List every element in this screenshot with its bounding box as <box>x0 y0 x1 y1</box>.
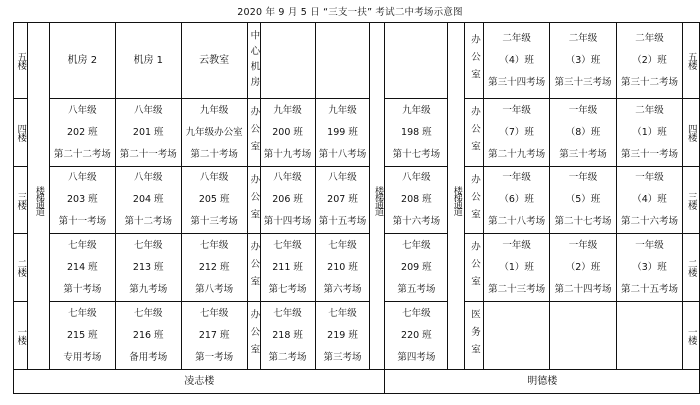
exam-room: 八年级 201 班 第二十一考场 <box>115 99 181 167</box>
exam-room: 七年级 210 班 第六考场 <box>315 234 370 302</box>
stairs-cell-mid <box>370 99 385 167</box>
stairs-cell-left <box>27 234 49 302</box>
stairs-cell-right <box>448 99 465 167</box>
stairs-cell-mid <box>370 302 385 370</box>
exam-room: 九年级 九年级办公室 第二十考场 <box>181 99 247 167</box>
stairs-cell-mid <box>370 234 385 302</box>
exam-room: 八年级 203 班 第十一考场 <box>49 167 115 234</box>
exam-room: 二年级 （3）班 第三十三考场 <box>550 23 617 99</box>
exam-room: 一年级 （1）班 第二十三考场 <box>484 234 550 302</box>
exam-room: 七年级 219 班 第三考场 <box>315 302 370 370</box>
stairs-cell-mid <box>370 23 385 99</box>
room-computer-1: 机房 1 <box>115 23 181 99</box>
stairs-cell-left <box>27 23 49 99</box>
exam-room: 九年级 199 班 第十八考场 <box>315 99 370 167</box>
exam-room: 二年级 （2）班 第三十二考场 <box>617 23 683 99</box>
floor-label-5-right: 五楼 <box>682 23 699 99</box>
stairs-passage-left: 楼梯通道 <box>27 167 49 234</box>
floor-label-4-left: 四楼 <box>14 99 28 167</box>
stairs-cell-left <box>27 99 49 167</box>
empty-room <box>484 302 550 370</box>
building-name-row <box>14 370 700 394</box>
floor-label-5-left: 五楼 <box>14 23 28 99</box>
stairs-cell-left <box>27 302 49 370</box>
floor-label-1-left: 一楼 <box>14 302 28 370</box>
exam-room: 七年级 214 班 第十考场 <box>49 234 115 302</box>
exam-room: 七年级 220 班 第四考场 <box>385 302 448 370</box>
stairs-passage-right: 楼梯通道 <box>448 167 465 234</box>
exam-room: 一年级 （6）班 第二十八考场 <box>484 167 550 234</box>
exam-room: 八年级 207 班 第十五考场 <box>315 167 370 234</box>
exam-room: 二年级 （4）班 第三十四考场 <box>484 23 550 99</box>
exam-room: 八年级 206 班 第十四考场 <box>260 167 315 234</box>
stairs-cell-right <box>448 23 465 99</box>
exam-room: 七年级 215 班 专用考场 <box>49 302 115 370</box>
office-room: 办公室 <box>247 302 260 370</box>
exam-room: 九年级 198 班 第十七考场 <box>385 99 448 167</box>
exam-room: 七年级 213 班 第九考场 <box>115 234 181 302</box>
stairs-cell-right <box>448 302 465 370</box>
mingde-side-room-3: 办公室 <box>465 167 484 234</box>
exam-room: 一年级 （5）班 第二十七考场 <box>550 167 617 234</box>
floor-label-3-left: 三楼 <box>14 167 28 234</box>
empty-room <box>550 302 617 370</box>
mingde-medical-room: 医务室 <box>465 302 484 370</box>
page-title: 2020 年 9 月 5 日 “三支一扶” 考试二中考场示意图 <box>237 7 463 18</box>
building-name-mingde: 明德楼 <box>385 370 700 394</box>
room-cloud-classroom: 云教室 <box>181 23 247 99</box>
exam-room: 八年级 205 班 第十三考场 <box>181 167 247 234</box>
exam-room: 八年级 204 班 第十二考场 <box>115 167 181 234</box>
stairs-cell-right <box>448 234 465 302</box>
room-central-computer: 中心机房 <box>247 23 260 99</box>
building-name-lingzhi: 凌志楼 <box>14 370 385 394</box>
office-room: 办公室 <box>247 99 260 167</box>
empty-room <box>315 23 370 99</box>
floor-label-1-right: 一楼 <box>682 302 699 370</box>
room-computer-2: 机房 2 <box>49 23 115 99</box>
stairs-passage-mid: 楼梯通道 <box>370 167 385 234</box>
exam-room: 二年级 （1）班 第三十一考场 <box>617 99 683 167</box>
floor-label-4-right: 四楼 <box>682 99 699 167</box>
empty-room <box>260 23 315 99</box>
floor-5-row <box>14 23 700 99</box>
exam-room: 一年级 （4）班 第二十六考场 <box>617 167 683 234</box>
exam-room: 一年级 （2）班 第二十四考场 <box>550 234 617 302</box>
exam-room: 七年级 216 班 备用考场 <box>115 302 181 370</box>
exam-room: 一年级 （8）班 第三十考场 <box>550 99 617 167</box>
floor-label-2-right: 二楼 <box>682 234 699 302</box>
floor-label-2-left: 二楼 <box>14 234 28 302</box>
floor-2-row <box>14 234 700 302</box>
exam-room: 七年级 211 班 第七考场 <box>260 234 315 302</box>
exam-room: 七年级 217 班 第一考场 <box>181 302 247 370</box>
exam-room: 七年级 209 班 第五考场 <box>385 234 448 302</box>
exam-room: 七年级 218 班 第二考场 <box>260 302 315 370</box>
mingde-side-room-5: 办公室 <box>465 23 484 99</box>
exam-room: 九年级 200 班 第十九考场 <box>260 99 315 167</box>
office-room: 办公室 <box>247 234 260 302</box>
exam-room: 八年级 208 班 第十六考场 <box>385 167 448 234</box>
exam-room: 七年级 212 班 第八考场 <box>181 234 247 302</box>
floor-3-row <box>14 167 700 234</box>
mingde-side-room-4: 办公室 <box>465 99 484 167</box>
exam-room: 一年级 （3）班 第二十五考场 <box>617 234 683 302</box>
exam-room: 一年级 （7）班 第二十九考场 <box>484 99 550 167</box>
exam-room-plan-table <box>13 22 700 394</box>
mingde-side-room-2: 办公室 <box>465 234 484 302</box>
floor-label-3-right: 三楼 <box>682 167 699 234</box>
floor-4-row <box>14 99 700 167</box>
empty-room <box>617 302 683 370</box>
office-room: 办公室 <box>247 167 260 234</box>
exam-room: 八年级 202 班 第二十二考场 <box>49 99 115 167</box>
empty-room <box>385 23 448 99</box>
floor-1-row <box>14 302 700 370</box>
